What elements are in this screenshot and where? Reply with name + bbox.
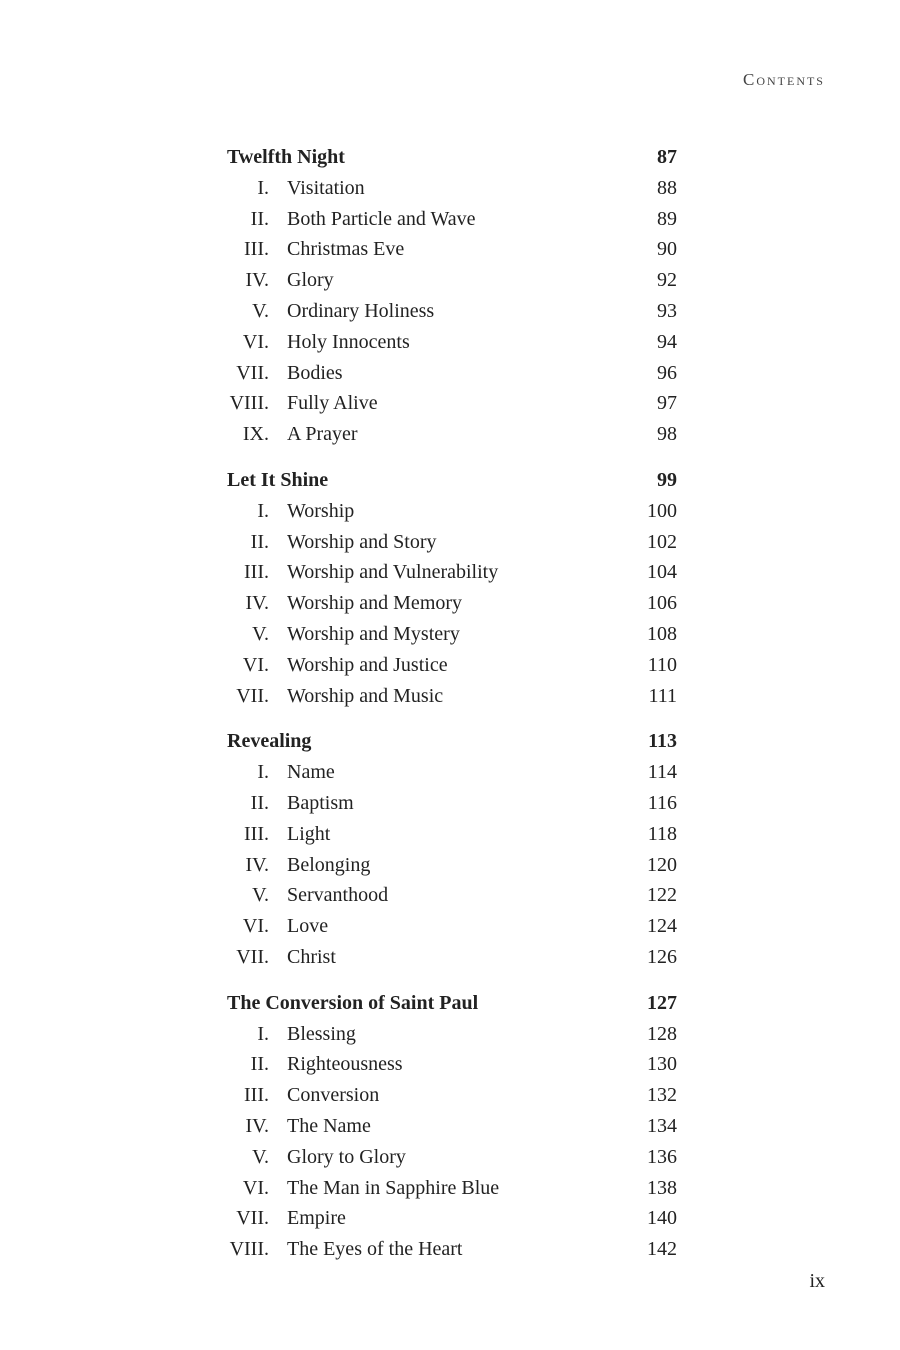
entry-title: Worship and Story — [287, 530, 437, 553]
entry-title: Worship — [287, 499, 355, 522]
entry-number: IV. — [245, 1114, 269, 1137]
toc-entry[interactable] — [227, 819, 677, 850]
toc-entry[interactable] — [227, 204, 677, 235]
entry-title: Visitation — [287, 176, 365, 199]
entry-number: VIII. — [229, 392, 269, 415]
entry-title: Servanthood — [287, 884, 389, 907]
toc-section — [227, 465, 677, 711]
entry-page: 134 — [647, 1114, 677, 1137]
entry-page: 90 — [657, 238, 677, 261]
section-heading[interactable] — [227, 465, 677, 496]
entry-title: Conversion — [287, 1084, 380, 1107]
entry-number: VI. — [242, 653, 269, 676]
entry-title: Glory to Glory — [287, 1145, 406, 1168]
toc-entry[interactable] — [227, 1111, 677, 1142]
entry-page: 132 — [647, 1084, 677, 1107]
entry-number: IV. — [245, 592, 269, 615]
entry-page: 118 — [647, 822, 677, 845]
entry-number: V. — [252, 622, 269, 645]
entry-title: Bodies — [287, 361, 343, 384]
entry-number: V. — [252, 1145, 269, 1168]
toc-entry[interactable] — [227, 173, 677, 204]
toc-entry[interactable] — [227, 327, 677, 358]
entry-number: VII. — [236, 361, 269, 384]
entry-title: Worship and Vulnerability — [287, 561, 499, 584]
toc-entry[interactable] — [227, 296, 677, 327]
entry-title: Name — [287, 761, 335, 784]
running-head: Contents — [742, 70, 825, 89]
toc-entry[interactable] — [227, 681, 677, 712]
entry-number: III. — [244, 238, 269, 261]
entry-page: 98 — [657, 423, 677, 446]
section-title: Revealing — [227, 730, 312, 753]
entry-page: 128 — [647, 1022, 677, 1045]
toc-entry[interactable] — [227, 419, 677, 450]
entry-number: IX. — [242, 423, 269, 446]
entry-title: Holy Innocents — [287, 330, 410, 353]
entry-page: 108 — [647, 622, 677, 645]
entry-page: 100 — [647, 499, 677, 522]
toc-entry[interactable] — [227, 650, 677, 681]
entry-number: IV. — [245, 853, 269, 876]
entry-number: VI. — [242, 1176, 269, 1199]
entry-page: 89 — [657, 207, 677, 230]
entry-number: II. — [250, 207, 269, 230]
toc-entry[interactable] — [227, 265, 677, 296]
entry-page: 94 — [657, 330, 677, 353]
toc-entry[interactable] — [227, 1080, 677, 1111]
toc-entry[interactable] — [227, 527, 677, 558]
entry-title: Worship and Mystery — [287, 622, 460, 645]
section-page: 87 — [657, 146, 677, 168]
entry-page: 96 — [657, 361, 677, 384]
entry-title: The Eyes of the Heart — [287, 1238, 463, 1261]
table-of-contents — [227, 142, 677, 1280]
entry-title: Worship and Memory — [287, 592, 463, 615]
entry-number: IV. — [245, 269, 269, 292]
entry-number: VII. — [236, 684, 269, 707]
toc-entry[interactable] — [227, 588, 677, 619]
entry-page: 104 — [647, 561, 677, 584]
section-page: 99 — [657, 468, 677, 491]
toc-entry[interactable] — [227, 1019, 677, 1050]
entry-page: 140 — [647, 1207, 677, 1230]
entry-page: 97 — [657, 392, 677, 415]
entry-number: V. — [252, 299, 269, 322]
section-title: Twelfth Night — [227, 146, 345, 168]
entry-title: Christ — [287, 945, 336, 968]
entry-number: VI. — [242, 915, 269, 938]
section-page: 127 — [647, 991, 677, 1014]
entry-number: II. — [250, 1053, 269, 1076]
entry-page: 122 — [647, 884, 677, 907]
toc-entry[interactable] — [227, 1234, 677, 1265]
entry-page: 130 — [647, 1053, 677, 1076]
toc-entry[interactable] — [227, 358, 677, 389]
entry-number: III. — [244, 1084, 269, 1107]
entry-number: I. — [257, 1022, 269, 1045]
entry-number: I. — [257, 176, 269, 199]
toc-section — [227, 988, 677, 1265]
entry-number: VI. — [242, 330, 269, 353]
entry-title: Both Particle and Wave — [287, 207, 476, 230]
entry-title: A Prayer — [287, 423, 358, 446]
toc-section — [227, 726, 677, 972]
entry-number: III. — [244, 561, 269, 584]
entry-number: VII. — [236, 945, 269, 968]
toc-entry[interactable] — [227, 942, 677, 973]
entry-title: Baptism — [287, 791, 354, 814]
toc-section — [227, 142, 677, 450]
entry-page: 124 — [647, 915, 677, 938]
entry-number: II. — [250, 791, 269, 814]
entry-title: Worship and Justice — [287, 653, 448, 676]
entry-page: 106 — [647, 592, 677, 615]
toc-entry[interactable] — [227, 1142, 677, 1173]
entry-number: I. — [257, 761, 269, 784]
entry-page: 116 — [647, 791, 677, 814]
entry-title: Worship and Music — [287, 684, 444, 707]
toc-entry[interactable] — [227, 880, 677, 911]
toc-entry[interactable] — [227, 619, 677, 650]
entry-number: V. — [252, 884, 269, 907]
toc-entry[interactable] — [227, 788, 677, 819]
entry-number: II. — [250, 530, 269, 553]
entry-page: 136 — [647, 1145, 677, 1168]
entry-title: The Man in Sapphire Blue — [287, 1176, 500, 1199]
entry-title: The Name — [287, 1114, 371, 1137]
entry-number: VII. — [236, 1207, 269, 1230]
toc-entry[interactable] — [227, 850, 677, 881]
entry-title: Empire — [287, 1207, 346, 1230]
section-title: Let It Shine — [227, 468, 329, 491]
section-heading[interactable] — [227, 726, 677, 757]
entry-title: Fully Alive — [287, 392, 378, 415]
entry-title: Ordinary Holiness — [287, 299, 435, 322]
entry-title: Light — [287, 822, 331, 845]
section-page: 113 — [648, 730, 677, 753]
entry-page: 111 — [648, 684, 677, 707]
entry-page: 110 — [647, 653, 677, 676]
entry-number: I. — [257, 499, 269, 522]
section-heading[interactable] — [227, 142, 677, 173]
entry-title: Blessing — [287, 1022, 356, 1045]
toc-entry[interactable] — [227, 1173, 677, 1204]
toc-entry[interactable] — [227, 757, 677, 788]
page-number: ix — [809, 1270, 825, 1292]
entry-title: Love — [287, 915, 329, 938]
entry-page: 142 — [647, 1238, 677, 1261]
entry-page: 114 — [647, 761, 677, 784]
toc-entry[interactable] — [227, 234, 677, 265]
entry-number: VIII. — [229, 1238, 269, 1261]
toc-entry[interactable] — [227, 911, 677, 942]
entry-page: 120 — [647, 853, 677, 876]
toc-entry[interactable] — [227, 1203, 677, 1234]
entry-title: Christmas Eve — [287, 238, 405, 261]
entry-title: Belonging — [287, 853, 371, 876]
toc-entry[interactable] — [227, 557, 677, 588]
entry-page: 93 — [657, 299, 677, 322]
section-title: The Conversion of Saint Paul — [227, 991, 479, 1014]
section-heading[interactable] — [227, 988, 677, 1019]
entry-page: 138 — [647, 1176, 677, 1199]
entry-title: Righteousness — [287, 1053, 403, 1076]
entry-title: Glory — [287, 269, 334, 292]
entry-page: 126 — [647, 945, 677, 968]
entry-page: 92 — [657, 269, 677, 292]
entry-number: III. — [244, 822, 269, 845]
entry-page: 102 — [647, 530, 677, 553]
entry-page: 88 — [657, 176, 677, 199]
toc-entry[interactable] — [227, 388, 677, 419]
toc-entry[interactable] — [227, 1049, 677, 1080]
toc-entry[interactable] — [227, 496, 677, 527]
